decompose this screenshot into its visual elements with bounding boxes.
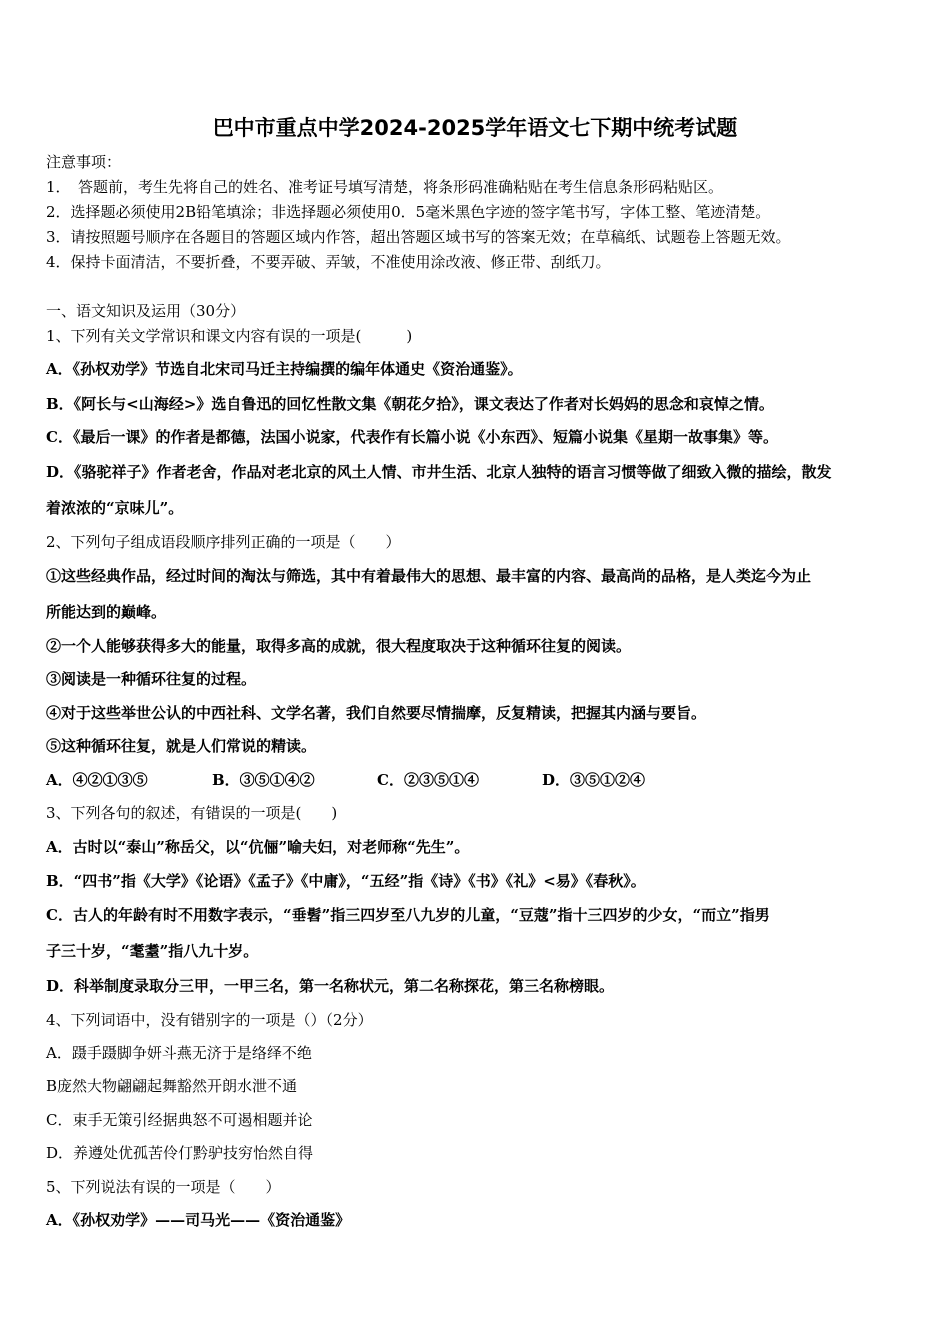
question-3-option-c-line1: C．古人的年龄有时不用数字表示，“垂髫”指三四岁至八九岁的儿童，“豆蔻”指十三四岁的少女，“而立”指男 <box>46 906 770 924</box>
question-1-option-d-line1: D．《骆驼祥子》作者老舍，作品对老北京的风土人情、市井生活、北京人独特的语言习惯等做了细致入微的描绘，散发 <box>46 463 832 481</box>
question-1-option-b: B．《阿长与<山海经>》选自鲁迅的回忆性散文集《朝花夕拾》，课文表达了作者对长妈妈的思念和哀悼之情。 <box>46 395 774 413</box>
question-2-options <box>46 770 645 790</box>
question-2-sentence-4: ④对于这些举世公认的中西社科、文学名著，我们自然要尽情揣摩，反复精读，把握其内涵与要旨。 <box>46 704 707 722</box>
question-2-sentence-1-line1: ①这些经典作品，经过时间的淘汰与筛选，其中有着最伟大的思想、最丰富的内容、最高尚的品格，是人类迄今为止 <box>46 567 812 585</box>
notice-heading: 注意事项： <box>46 153 122 171</box>
question-1-option-c: C．《最后一课》的作者是都德，法国小说家，代表作有长篇小说《小东西》、短篇小说集《星期一故事集》等。 <box>46 428 778 446</box>
question-5-option-a: A．《孙权劝学》——司马光——《资治通鉴》 <box>46 1211 351 1229</box>
question-2-stem: 2、下列句子组成语段顺序排列正确的一项是（ ） <box>46 533 401 551</box>
question-2-sentence-1-line2: 所能达到的巅峰。 <box>46 603 167 621</box>
question-3-option-a: A．古时以“泰山”称岳父，以“伉俪”喻夫妇，对老师称“先生”。 <box>46 838 470 856</box>
question-4-option-d: D．养遵处优孤苦伶仃黔驴技穷怡然自得 <box>46 1144 314 1162</box>
question-3-stem: 3、下列各句的叙述，有错误的一项是( ) <box>46 804 338 822</box>
notice-item-2: 2．选择题必须使用2B铅笔填涂；非选择题必须使用0．5毫米黑色字迹的签字笔书写，字体工整、笔迹清楚。 <box>46 203 771 221</box>
question-2-option-c: C．②③⑤①④ <box>377 771 479 789</box>
question-2-option-b: B．③⑤①④② <box>212 771 315 789</box>
question-2-sentence-5: ⑤这种循环往复，就是人们常说的精读。 <box>46 737 317 755</box>
question-5-stem: 5、下列说法有误的一项是（ ） <box>46 1178 281 1196</box>
question-2-sentence-2: ②一个人能够获得多大的能量，取得多高的成就，很大程度取决于这种循环往复的阅读。 <box>46 637 632 655</box>
question-1-stem: 1、下列有关文学常识和课文内容有误的一项是( ) <box>46 327 413 345</box>
question-2-option-d: D．③⑤①②④ <box>542 771 646 789</box>
question-1-option-a: A．《孙权劝学》节选自北宋司马迁主持编撰的编年体通史《资治通鉴》。 <box>46 360 523 378</box>
question-4-stem: 4、下列词语中，没有错别字的一项是（）（2分） <box>46 1011 373 1029</box>
question-3-option-d: D．科举制度录取分三甲，一甲三名，第一名称状元，第二名称探花，第三名称榜眼。 <box>46 977 615 995</box>
question-4-option-b: B庞然大物翩翩起舞豁然开朗水泄不通 <box>46 1077 298 1095</box>
question-4-option-a: A．蹑手蹑脚争妍斗燕无济于是络绎不绝 <box>46 1044 312 1062</box>
question-4-option-c: C．束手无策引经据典怒不可遏相题并论 <box>46 1111 313 1129</box>
question-2-sentence-3: ③阅读是一种循环往复的过程。 <box>46 670 257 688</box>
notice-item-1: 1． 答题前，考生先将自己的姓名、准考证号填写清楚，将条形码准确粘贴在考生信息条形码粘贴区。 <box>46 178 724 196</box>
notice-item-4: 4．保持卡面清洁，不要折叠，不要弄破、弄皱，不准使用涂改液、修正带、刮纸刀。 <box>46 253 611 271</box>
notice-item-3: 3．请按照题号顺序在各题目的答题区域内作答，超出答题区域书写的答案无效；在草稿纸、试题卷上答题无效。 <box>46 228 791 246</box>
section-heading: 一、语文知识及运用（30分） <box>46 302 246 320</box>
question-1-option-d-line2: 着浓浓的“京味儿”。 <box>46 499 184 517</box>
question-3-option-b: B．“四书”指《大学》《论语》《孟子》《中庸》，“五经”指《诗》《书》《礼》<易》《春秋》。 <box>46 872 646 890</box>
question-3-option-c-line2: 子三十岁，“耄耋”指八九十岁。 <box>46 942 259 960</box>
question-2-option-a: A．④②①③⑤ <box>46 771 148 789</box>
page-title: 巴中市重点中学2024-2025学年语文七下期中统考试题 <box>212 116 738 140</box>
